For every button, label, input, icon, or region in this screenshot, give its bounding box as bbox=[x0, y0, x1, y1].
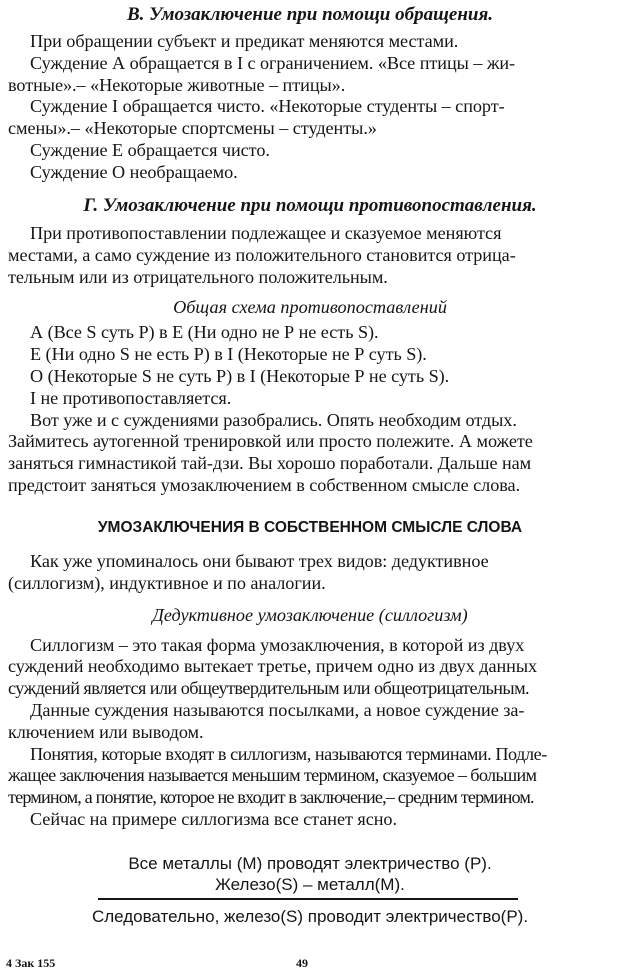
text-line: суждений необходимо вытекает третье, причем одно из двух данных bbox=[8, 656, 538, 677]
page-number: 49 bbox=[296, 956, 308, 970]
text-line: Суждение О необращаемо. bbox=[30, 161, 238, 182]
text-line: суждений является или общеутвердительным или общеотрицательным. bbox=[8, 678, 530, 699]
scheme-line: Е (Ни одно S не есть Р) в I (Некоторые не Р суть S). bbox=[30, 344, 427, 365]
syllogism-premise-minor: Железо(S) – металл(М). bbox=[215, 875, 405, 894]
text-line: Понятия, которые входят в силлогизм, называются терминами. Подле- bbox=[30, 743, 547, 764]
text-line: вотные».– «Некоторые животные – птицы». bbox=[8, 74, 346, 95]
syllogism-example bbox=[20, 853, 600, 895]
text-line: Данные суждения называются посылками, а новое суждение за- bbox=[30, 699, 525, 720]
text-line: При обращении субъект и предикат меняются местами. bbox=[30, 31, 459, 51]
text-line: местами, а само суждение из положительного становится отрица- bbox=[8, 244, 516, 265]
text-line: Как уже упоминалось они бывают трех видов: дедуктивное bbox=[30, 551, 489, 571]
section-obrashchenie bbox=[8, 3, 612, 184]
scheme-line: А (Все S суть Р) в Е (Ни одно не Р не есть S). bbox=[30, 322, 379, 343]
syllogism-divider bbox=[98, 898, 518, 900]
text-line: заняться гимнастикой тай-дзи. Вы хорошо поработали. Дальше нам bbox=[8, 453, 532, 474]
text-line: При противопоставлении подлежащее и сказуемое меняются bbox=[30, 223, 502, 243]
text-line: смены».– «Некоторые спортсмены – студенты.» bbox=[8, 118, 377, 139]
syllogism-conclusion-block bbox=[20, 906, 600, 927]
sub-heading: Дедуктивное умозаключение (силлогизм) bbox=[152, 604, 468, 625]
scheme-line: I не противопоставляется. bbox=[30, 387, 232, 408]
section-heading: Г. Умозаключение при помощи противопоставления. bbox=[83, 195, 537, 216]
text-line: Вот уже и с суждениями разобрались. Опять необходим отдых. bbox=[30, 409, 517, 430]
text-line: Суждение Е обращается чисто. bbox=[30, 139, 270, 160]
syllogism-conclusion: Следовательно, железо(S) проводит электричество(Р). bbox=[91, 907, 529, 926]
printer-signature-mark: 4 Зак 155 bbox=[6, 956, 56, 970]
text-line: ключением или выводом. bbox=[8, 721, 204, 742]
section-proper-inference bbox=[8, 517, 612, 831]
text-line: Сейчас на примере силлогизма все станет ясно. bbox=[30, 808, 397, 829]
section-heading: В. Умозаключение при помощи обращения. bbox=[127, 4, 493, 25]
syllogism-premise-major: Все металлы (М) проводят электричество (Р). bbox=[128, 854, 492, 873]
text-line: Займитесь аутогенной тренировкой или просто полежите. А можете bbox=[8, 431, 533, 452]
text-line: Силлогизм – это такая форма умозаключения, в которой из двух bbox=[30, 634, 525, 655]
scheme-line: О (Некоторые S не суть Р) в I (Некоторые Р не суть S). bbox=[30, 365, 450, 386]
scheme-title: Общая схема противопоставлений bbox=[173, 297, 447, 318]
text-line: жащее заключения называется меньшим термином, сказуемое – большим bbox=[8, 765, 537, 786]
text-line: тельным или из отрицательного положительным. bbox=[8, 266, 388, 287]
chapter-heading: УМОЗАКЛЮЧЕНИЯ В СОБСТВЕННОМ СМЫСЛЕ СЛОВА bbox=[97, 519, 523, 536]
text-line: Суждение I обращается чисто. «Некоторые студенты – спорт- bbox=[30, 96, 505, 117]
text-line: термином, а понятие, которое не входит в заключение,– средним термином. bbox=[8, 787, 534, 808]
text-line: (силлогизм), индуктивное и по аналогии. bbox=[8, 572, 326, 593]
section-protivopostavlenie bbox=[8, 194, 612, 497]
text-line: Суждение А обращается в I с ограничением. «Все птицы – жи- bbox=[30, 52, 516, 73]
text-line: предстоит заняться умозаключением в собственном смысле слова. bbox=[8, 474, 521, 495]
